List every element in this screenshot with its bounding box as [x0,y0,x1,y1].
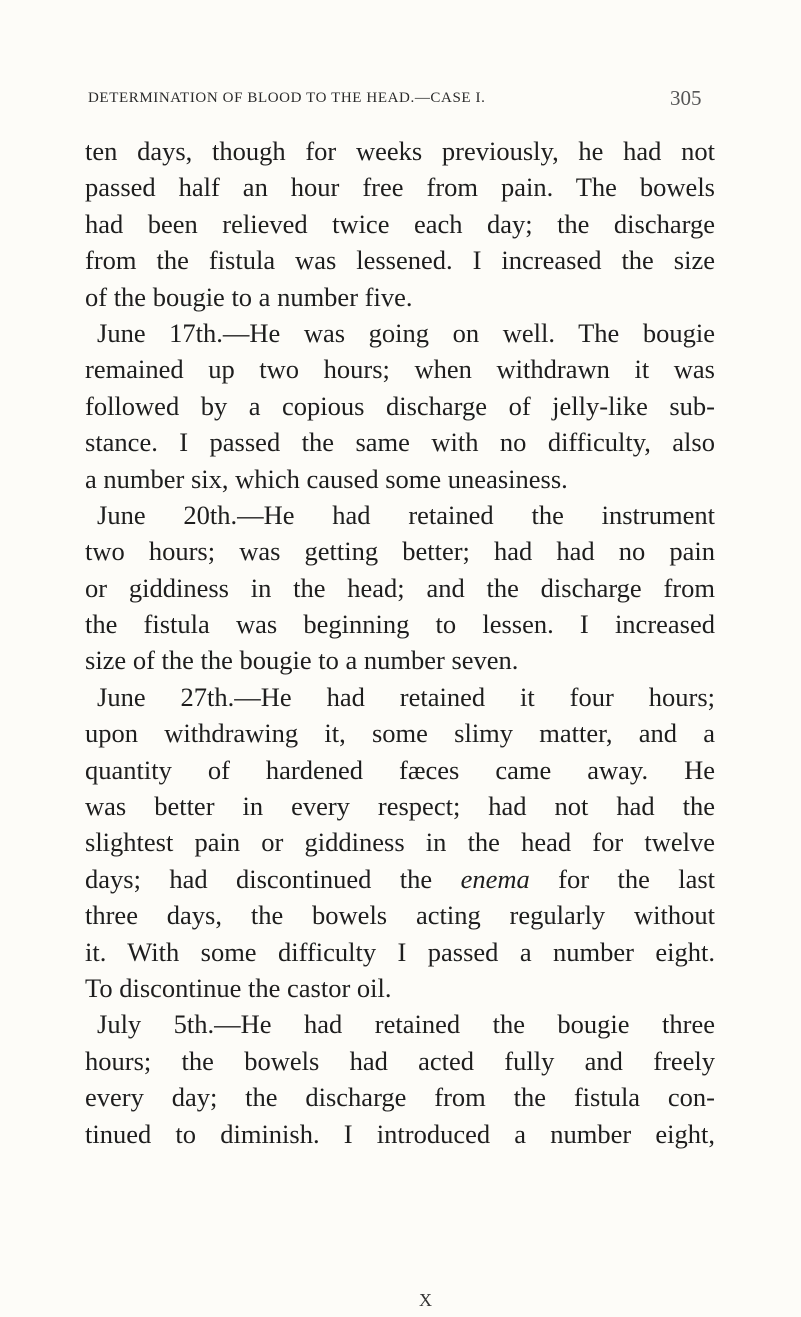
text-line-with-italic [85,861,715,897]
text-line: tinued to diminish. I introduced a number eight, [85,1118,715,1149]
text-line: of the bougie to a number five. [85,281,413,312]
text-line: July 5th.—He had retained the bougie three [97,1009,715,1040]
text-line: two hours; was getting better; had had no pain [85,536,715,567]
text-line: June 20th.—He had retained the instrument [97,499,715,530]
text-line: had been relieved twice each day; the discharge [85,208,715,239]
text-fragment: days; had discontinued the [85,863,433,894]
text-line: it. With some difficulty I passed a number eight. [85,936,715,967]
text-line: To discontinue the castor oil. [85,972,392,1003]
text-line: quantity of hardened fæces came away. He [85,754,715,785]
italic-term: enema [460,863,530,894]
text-line: or giddiness in the head; and the discharge from [85,572,715,603]
text-line: upon withdrawing it, some slimy matter, and a [85,718,715,749]
text-line: size of the the bougie to a number seven. [85,645,519,676]
page-number: 305 [670,86,702,110]
text-line: followed by a copious discharge of jelly-like sub- [85,390,715,421]
body-text [85,133,715,1152]
text-line: the fistula was beginning to lessen. I increased [85,609,715,640]
text-line: ten days, though for weeks previously, he had not [85,136,715,166]
text-line: was better in every respect; had not had the [85,791,715,822]
text-line: passed half an hour free from pain. The bowels [85,172,715,203]
text-line: June 27th.—He had retained it four hours; [97,681,715,712]
running-head: DETERMINATION OF BLOOD TO THE HEAD.—CASE I. [88,90,486,106]
text-line: stance. I passed the same with no difficulty, also [85,427,715,458]
text-line: slightest pain or giddiness in the head for twelve [85,827,715,858]
text-line: remained up two hours; when withdrawn it was [85,354,715,385]
text-fragment: for the last [558,863,716,894]
signature-mark: X [419,1290,432,1310]
text-line: every day; the discharge from the fistula con- [85,1082,715,1113]
text-line: hours; the bowels had acted fully and freely [85,1045,715,1076]
text-line: from the fistula was lessened. I increased the size [85,245,715,276]
text-line: three days, the bowels acting regularly without [85,900,715,931]
text-line: a number six, which caused some uneasiness. [85,463,568,494]
text-line: June 17th.—He was going on well. The bougie [97,317,715,348]
